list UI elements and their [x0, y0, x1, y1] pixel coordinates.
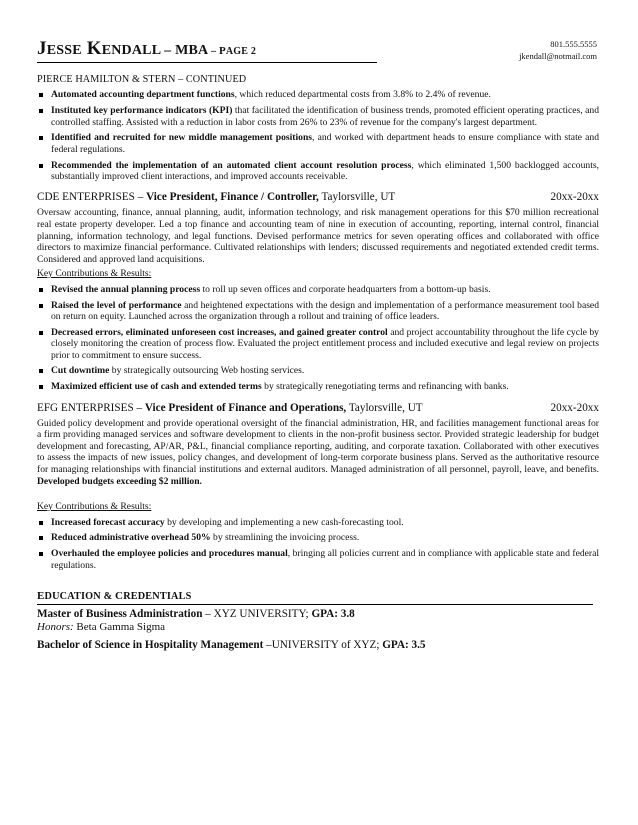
education-section-title: EDUCATION & CREDENTIALS [37, 589, 192, 602]
list-item: Automated accounting department functions, which reduced departmental costs from 3.8% to 2.4% of revenue. [37, 89, 599, 100]
list-item: Revised the annual planning process to roll up seven offices and corporate headquarters from a bottom-up basis. [37, 284, 599, 295]
pierce-section-title: PIERCE HAMILTON & STERN – CONTINUED [37, 74, 247, 85]
efg-contributions-label: Key Contributions & Results: [37, 501, 152, 513]
cde-contributions-label: Key Contributions & Results: [37, 268, 152, 280]
degree-label: MBA [175, 43, 209, 58]
list-item: Increased forecast accuracy by developing and implementing a new cash-forecasting tool. [37, 517, 599, 528]
header-divider [37, 62, 377, 63]
degree-bachelor: Bachelor of Science in Hospitality Management –UNIVERSITY of XYZ; GPA: 3.5 [37, 638, 426, 651]
resume-header [37, 38, 599, 64]
efg-bullets [37, 517, 599, 571]
cde-dates: 20xx-20xx [550, 191, 599, 204]
email-address: jkendall@notmail.com [519, 51, 597, 61]
efg-role: Vice President of Finance and Operations, [144, 401, 347, 414]
page-label: P [218, 45, 226, 57]
list-item: Overhauled the employee policies and procedures manual, bringing all policies current and in compliance with applicable state and federal regulations. [37, 548, 599, 571]
cde-job-heading: CDE ENTERPRISES – Vice President, Finance / Controller, Taylorsville, UT 20xx-20xx [37, 191, 599, 204]
candidate-name: JESSE KENDALL – MBA – PAGE 2 [37, 38, 257, 59]
efg-job-heading: EFG ENTERPRISES – Vice President of Finance and Operations, Taylorsville, UT 20xx-20xx [37, 401, 599, 414]
cde-role: Vice President, Finance / Controller, [146, 191, 319, 204]
list-item: Instituted key performance indicators (KPI) that facilitated the identification of business trends, promoted efficient operating practices, and controlled staffing. Assisted with a reduction in labor costs from 26% to 23% of revenue for the company's largest department. [37, 105, 599, 128]
list-item: Identified and recruited for new middle management positions, and worked with department heads to ensure compliance with state and federal regulations. [37, 132, 599, 155]
education-divider [37, 604, 593, 605]
list-item: Recommended the implementation of an automated client account resolution process, which eliminated 1,500 backlogged accounts, substantially improved client interactions, and improved accounts receivable. [37, 160, 599, 183]
cde-summary: Oversaw accounting, finance, annual planning, audit, information technology, and risk management operations for this $70 million recreational real estate property developer. Led a top finance and accounting team of nine in execution of accounting, reporting, internal control, financial planning, information technology, and legal functions. Devised performance metrics for seven operating offices and collaborated with office directors to maximize financial performance. Cultivated relationships with lenders; discussed requirements and negotiated extended credit terms. Considered and approved land acquisitions. [37, 207, 599, 265]
efg-dates: 20xx-20xx [550, 401, 599, 414]
resume-page [37, 38, 599, 652]
list-item: Decreased errors, eliminated unforeseen cost increases, and gained greater control and project accountability throughout the life cycle by closely monitoring the creation of process flow. Evaluated the project entitlement process and included executive and legal review on projects prior to commitment to ensure success. [37, 327, 599, 361]
list-item: Maximized efficient use of cash and extended terms by strategically renegotiating terms and refinancing with banks. [37, 381, 599, 392]
contact-info [519, 38, 597, 62]
cde-bullets [37, 284, 599, 393]
phone-number: 801.555.5555 [550, 39, 597, 49]
list-item: Cut downtime by strategically outsourcing Web hosting services. [37, 365, 599, 376]
list-item: Raised the level of performance and heightened expectations with the design and implementation of a performance measurement tool based on return on equity. Launched across the organization through a rollout and training of office leaders. [37, 300, 599, 323]
degree-mba: Master of Business Administration – XYZ UNIVERSITY; GPA: 3.8 [37, 607, 355, 620]
pierce-bullets [37, 89, 599, 182]
list-item: Reduced administrative overhead 50% by streamlining the invoicing process. [37, 532, 599, 543]
honors-line: Honors: Beta Gamma Sigma [37, 620, 166, 633]
efg-summary: Guided policy development and provide operational oversight of the financial administration, HR, and facilities management functional areas for a firm providing managed services and software development to clients in the non-profit business sector. Provided strategic leadership for budget development and forecasting, AP/AR, P&L, financial compliance reporting, auditing, and corporate taxation. Collaborated with other executives to assess the impacts of new issues, policy changes, and development of long-term corporate business plans. Served as the authoritative resource for managing relationships with financial institutions and external auditors. Managed administration of all personnel, payroll, leave, and benefits. Developed budgets exceeding $2 million. [37, 417, 599, 487]
